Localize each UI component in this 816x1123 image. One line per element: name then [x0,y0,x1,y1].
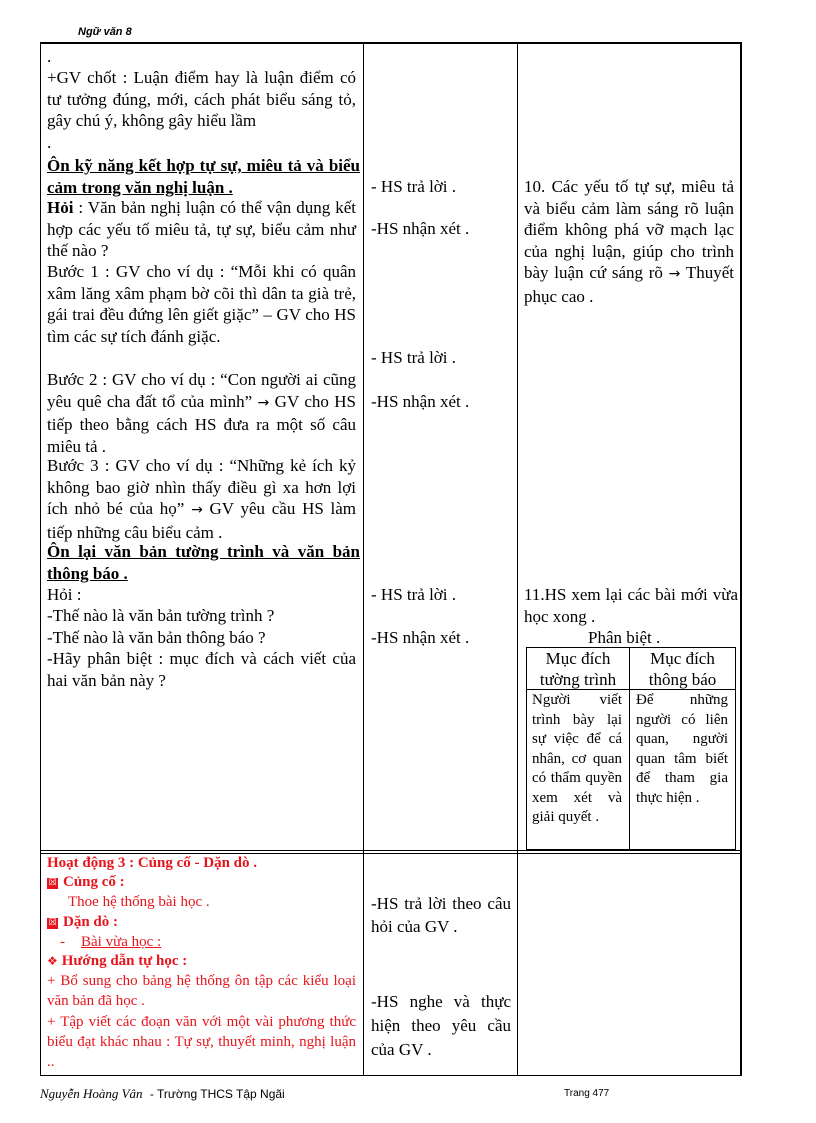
step-2-example: Bước 2 : GV cho ví dụ : “Con người ai cũng yêu quê cha đất tổ của mình” [47,370,356,411]
homework-text: Bài vừa học : [81,934,162,950]
checkbox-icon: ☒ [48,918,57,928]
homework-item [60,933,161,952]
table-col-divider-1 [363,42,364,1076]
diamond-icon: ❖ [47,954,58,968]
activity-heading: Hoạt động 3 : Củng cố - Dặn dò . [47,855,258,871]
inner-table-cell-1: Người viết trình bày lại sự việc để cá nhân, cơ quan có thẩm quyền xem xét và giải quyết . [532,692,622,825]
item-10-result: Thuyết phục cao . [524,263,734,306]
hs-response: -HS nhận xét . [371,392,470,411]
consolidate-text: Thoe hệ thống bài học . [68,894,210,910]
item-10 [524,176,734,307]
step-1: Bước 1 : GV cho ví dụ : “Mỗi khi có quân xâm lăng xâm phạm bờ cõi thì dân ta già trẻ, gái trai đều đứng lên giết giặc” – GV cho HS tìm các sự tích đánh giặc. [47,262,356,346]
question-2b: -Thế nào là văn bản thông báo ? [47,628,266,647]
step-2-instruction: GV cho HS tiếp theo bằng cách HS đưa ra một số câu miêu tả . [47,391,356,456]
hs-follow: -HS nghe và thực hiện theo yêu cầu của GV . [371,992,511,1059]
table-border-bottom [40,1075,742,1076]
table-row-divider [40,850,742,851]
section-heading-2: Ôn lại văn bản tường trình và văn bản thông báo . [47,542,360,583]
hs-response: -HS nhận xét . [371,628,470,647]
guide-item-2: + Tập viết các đoạn văn với một vài phương thức biểu đạt khác nhau : Tự sự, thuyết minh, nghị luận .. [47,1014,356,1070]
section-heading-1: Ôn kỹ năng kết hợp tự sự, miêu tả và biểu cảm trong văn nghị luận . [47,156,360,197]
question-2c: -Hãy phân biệt : mục đích và cách viết của hai văn bản này ? [47,649,356,690]
question-2: Hỏi : [47,585,82,604]
hs-response: - HS trả lời . [371,348,457,367]
consolidate-label: Củng cố : [63,874,125,890]
inner-table-header-2: Mục đích thông báo [648,649,717,689]
conclusion-text: +GV chốt : Luận điểm hay là luận điểm có tư tưởng đúng, mới, cách phát biểu sáng tỏ, gây chú ý, không gây hiểu lầm [47,68,356,130]
table-border-left [40,42,41,1076]
hs-response: -HS nhận xét . [371,219,470,238]
dot-line: . [47,47,52,66]
homework-dash: - [60,934,65,950]
inner-table-bottom [526,849,736,850]
item-10-text: 10. Các yếu tố tự sự, miêu tả và biểu cảm làm sáng rõ luận điểm không phá vỡ mạch lạc của nghị luận, giúp cho trình bày luận cứ sáng rõ [524,177,734,282]
question-1-text: : Văn bản nghị luận có thể vận dụng kết hợp các yếu tố miêu tả, tự sự, biểu cảm như thế nào ? [47,198,356,260]
hs-answer: -HS trả lời theo câu hỏi của GV . [371,894,511,936]
arrow-icon: → [257,394,270,411]
page-header: Ngữ văn 8 [78,26,132,38]
footer-page: Trang 477 [564,1088,610,1099]
question-1 [47,197,356,262]
table-border-top [40,42,742,44]
guide-label: Hướng dẫn tự học : [61,953,188,969]
hs-response: - HS trả lời . [371,585,457,604]
checkbox-icon: ☒ [48,878,57,888]
question-label: Hỏi [47,198,74,217]
guide-item-1: + Bổ sung cho bảng hệ thống ôn tập các kiểu loại văn bản đã học . [47,973,356,1009]
footer-author [40,1086,285,1102]
compare-label: Phân biệt . [588,628,661,647]
step-3-example: Bước 3 : GV cho ví dụ : “Những kẻ ích kỷ không bao giờ nhìn thấy điều gì xa hơn lợi ích nhỏ bé của họ” [47,456,356,518]
homework-label: Dặn dò : [63,914,119,930]
dot-line-2: . [47,133,52,152]
step-3 [47,455,356,543]
inner-table-header-1: Mục đích tường trình [539,649,617,689]
item-11: 11.HS xem lại các bài mới vừa học xong . [524,585,738,626]
guide-heading [47,952,187,971]
inner-table-cell-2: Để những người có liên quan, người quan tâm biết để tham gia thực hiện . [636,692,728,806]
inner-table-right [735,647,736,850]
homework-heading [47,913,118,932]
school-name: - Trường THCS Tập Ngãi [149,1087,285,1101]
table-border-right [740,42,742,1076]
table-col-divider-2 [517,42,518,1076]
arrow-icon: → [668,266,681,282]
step-2 [47,369,356,457]
hs-response: - HS trả lời . [371,177,457,196]
consolidate-heading [47,873,125,892]
author-name: Nguyễn Hoàng Vân [40,1086,143,1101]
arrow-icon: → [191,502,203,518]
step-3-instruction: GV yêu cầu HS làm tiếp những câu biểu cảm . [47,499,357,542]
question-2a: -Thế nào là văn bản tường trình ? [47,606,275,625]
